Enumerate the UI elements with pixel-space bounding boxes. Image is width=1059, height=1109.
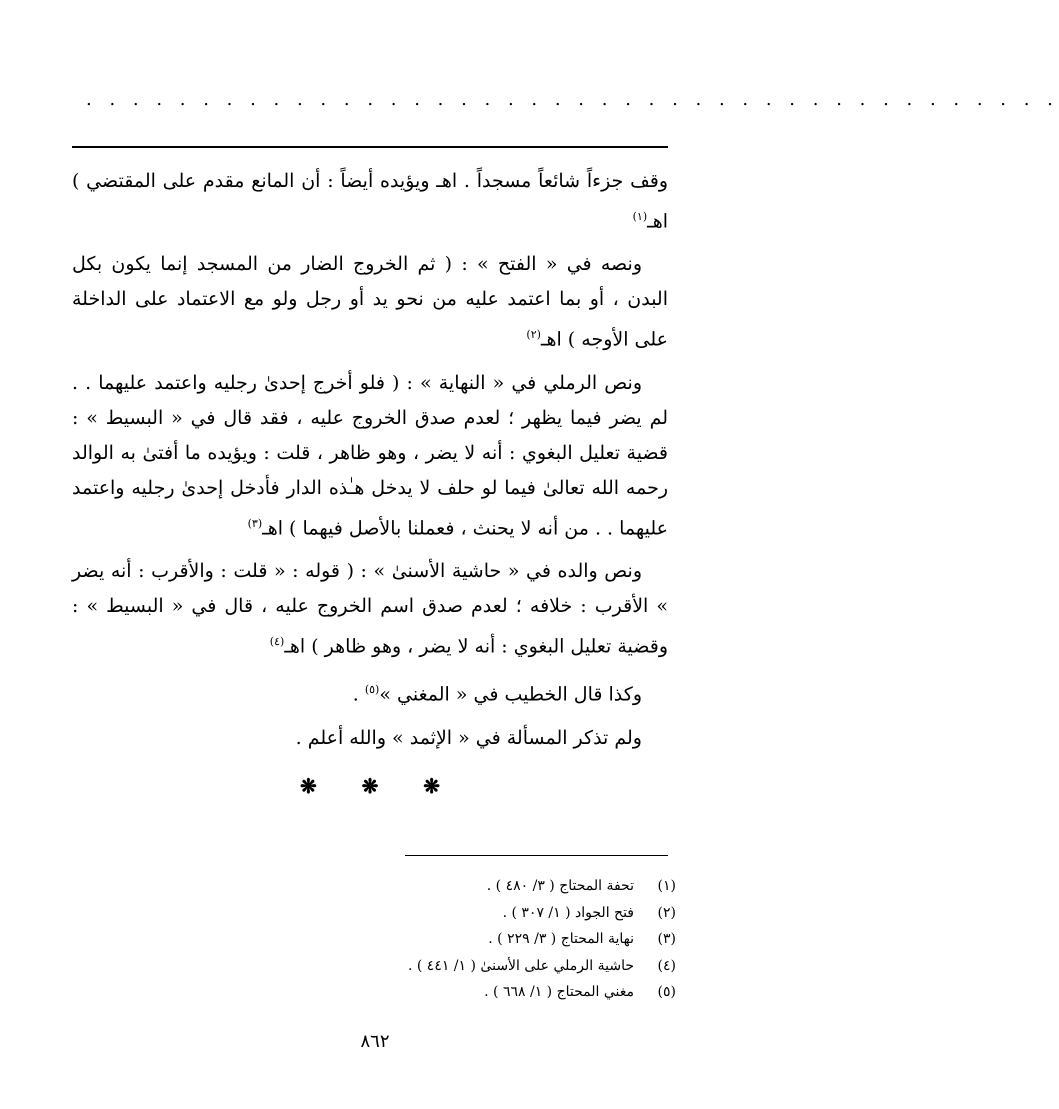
section-separator [300,774,440,798]
footnotes [300,873,676,1006]
footnote-ref-1[interactable]: (١) [632,210,648,223]
paragraph-1: وقف جزءاً شائعاً مسجداً . اهـ ويؤيده أيضاً : أن المانع مقدم على المقتضي ) اهـ$^{(١)}$ [72,170,668,233]
footnote-number: (١) [657,878,676,894]
footnote-number: (٥) [657,984,676,1000]
top-rule [72,146,668,148]
main-text [72,164,668,764]
footnote-text: نهاية المحتاج ( ٣/ ٢٢٩ ) . [488,931,634,947]
footnote-rule [405,855,668,856]
footnote-ref-4[interactable]: (٤) [269,634,285,648]
paragraph-5: وكذا قال الخطيب في « المغني »$^{(٥)}$ . [352,683,642,706]
footnote-item [300,953,676,980]
footnote-number: (٣) [657,931,676,947]
footnote-text: تحفة المحتاج ( ٣/ ٤٨٠ ) . [486,878,634,894]
footnote-ref-5[interactable]: (٥) [364,683,380,697]
footnote-item [300,926,676,953]
paragraph-4: ونص والده في « حاشية الأسنىٰ » : ( قوله : « قلت : والأقرب : أنه يضر » الأقرب : خلافه ؛ لعدم صدق اسم الخروج عليه ، قال في « البسيط » : وقضية تعليل البغوي : أنه لا يضر ، وهو ظاهر ) اهـ$^{(٤)}$ [72,559,668,658]
header-dots: . . . . . . . . . . . . . . . . . . . . . . . . . . . . . . . . . . . . . . . . . . [86,89,1059,110]
footnote-ref-2[interactable]: (٢) [526,328,541,342]
footnote-text: فتح الجواد ( ١/ ٣٠٧ ) . [502,904,634,921]
footnote-ref-3[interactable]: (٣) [247,516,263,530]
paragraph-2: ونصه في « الفتح » : ( ثم الخروج الضار من المسجد إنما يكون بكل البدن ، أو بما اعتمد عليه من نحو يد أو رجل ولو مع الاعتماد على الداخلة على الأوجه ) اهـ$^{(٢)}$ [72,253,668,351]
star-ornament-icon: ❋ [300,774,317,798]
footnote-item [300,900,676,927]
star-ornament-icon: ❋ [361,774,379,798]
paragraph-3: ونص الرملي في « النهاية » : ( فلو أخرج إحدىٰ رجليه واعتمد عليهما . . لم يضر فيما يظهر ؛ لعدم صدق الخروج عليه ، فقد قال في « البسيط » : قضية تعليل البغوي : أنه لا يضر ، وهو ظاهر ، قلت : ويؤيده ما أفتىٰ به الوالد رحمه الله تعالىٰ فيما لو حلف لا يدخل هـٰذه الدار فأدخل إحدىٰ رجليه واعتمد عليهما . . من أنه لا يحنث ، فعملنا بالأصل فيهما ) اهـ$^{(٣)}$ [72,371,668,539]
page-number: ٨٦٢ [360,1031,390,1052]
footnote-text: حاشية الرملي على الأسنىٰ ( ١/ ٤٤١ ) . [407,957,634,974]
footnote-number: (٤) [657,957,676,974]
star-ornament-icon: ❋ [423,774,440,798]
footnote-text: مغني المحتاج ( ١/ ٦٦٨ ) . [484,984,634,1000]
footnote-item [300,979,676,1006]
paragraph-6: ولم تذكر المسألة في « الإثمد » والله أعلم . [295,726,642,749]
footnote-number: (٢) [657,904,676,921]
footnote-item [300,873,676,900]
